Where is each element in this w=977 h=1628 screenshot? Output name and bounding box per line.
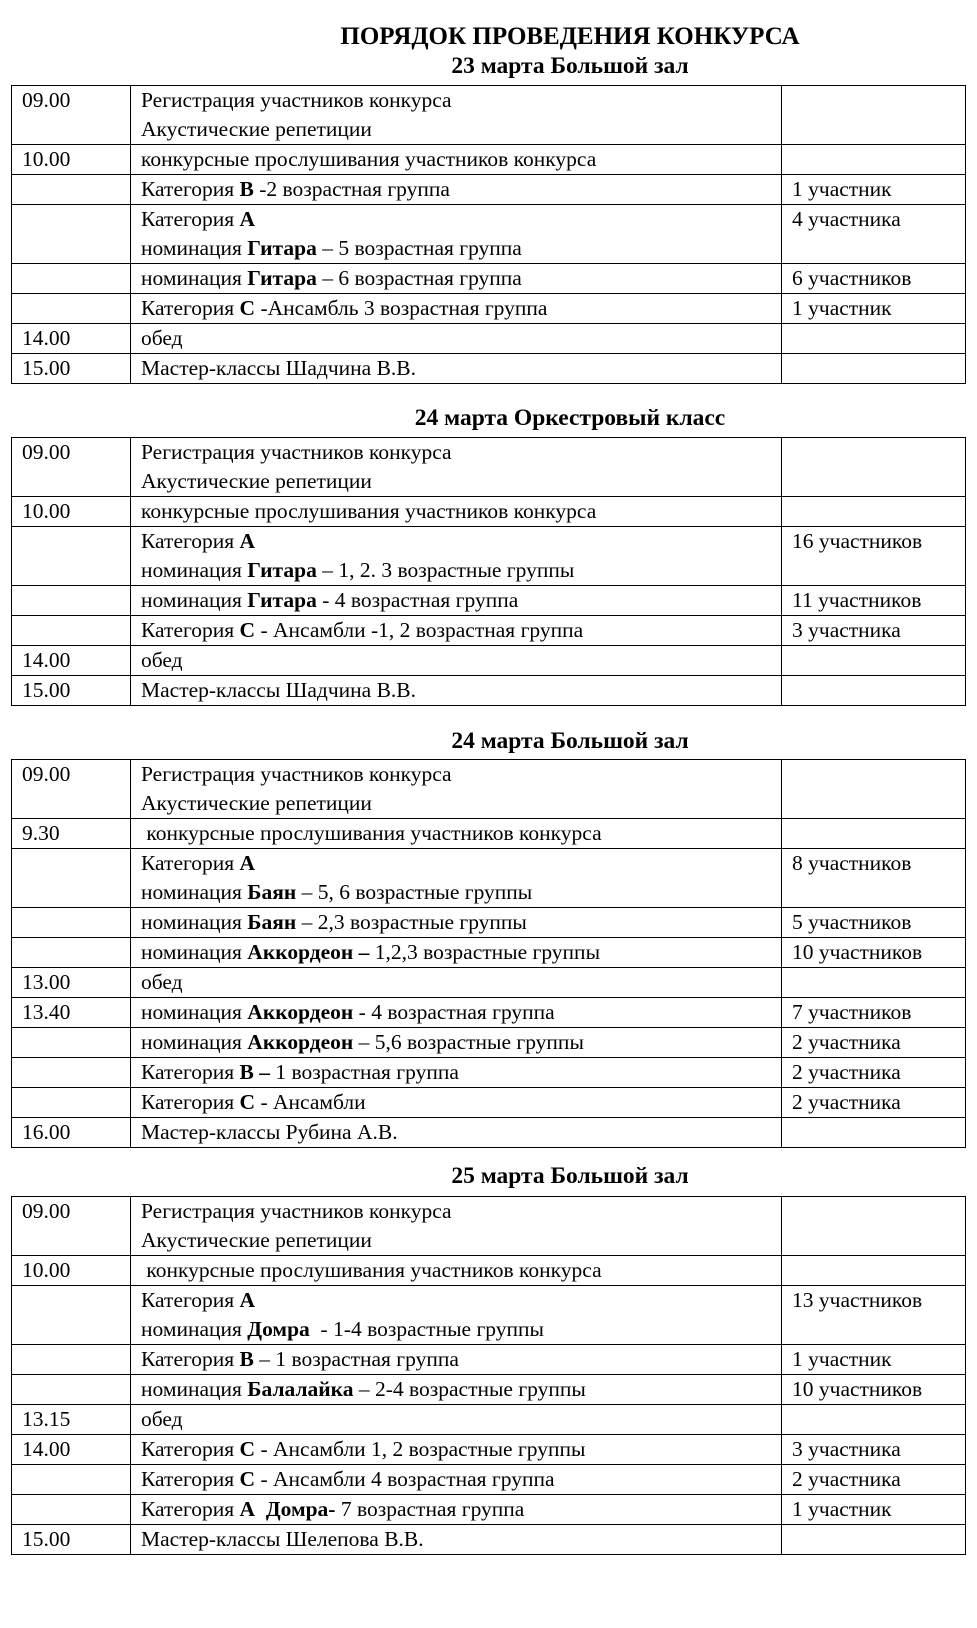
bold-text: Аккордеон	[247, 1030, 354, 1054]
text-segment: Категория	[141, 529, 240, 553]
description-line	[141, 676, 781, 705]
participants-cell	[782, 497, 966, 527]
description-cell	[131, 145, 782, 175]
participants-cell	[782, 354, 966, 384]
section-heading: 25 марта Большой зал	[451, 1163, 689, 1189]
description-cell	[131, 1495, 782, 1525]
text-segment: Категория	[141, 618, 240, 642]
time-cell: 16.00	[12, 1118, 131, 1148]
description-cell	[131, 264, 782, 294]
text-segment: - Ансамбли 4 возрастная группа	[255, 1467, 555, 1491]
text-segment: номинация	[141, 266, 248, 290]
text-segment: Акустические репетиции	[141, 117, 372, 141]
description-line	[141, 1286, 781, 1315]
time-cell: 15.00	[12, 1525, 131, 1555]
time-cell	[12, 1465, 131, 1495]
table-row	[12, 908, 966, 938]
description-line	[141, 264, 781, 293]
text-segment: – 5 возрастная группа	[316, 236, 522, 260]
description-cell	[131, 1465, 782, 1495]
description-cell	[131, 760, 782, 819]
text-segment: -2 возрастная группа	[253, 177, 450, 201]
description-line	[141, 175, 781, 204]
page-title: ПОРЯДОК ПРОВЕДЕНИЯ КОНКУРСА	[340, 23, 800, 50]
table-row	[12, 586, 966, 616]
text-segment: номинация	[141, 558, 248, 582]
text-segment: - Ансамбли 1, 2 возрастные группы	[255, 1437, 586, 1461]
bold-text: А	[239, 207, 256, 231]
time-cell: 13.15	[12, 1405, 131, 1435]
description-line	[141, 586, 781, 615]
participants-cell: 8 участников	[782, 849, 966, 908]
time-cell	[12, 294, 131, 324]
participants-cell: 2 участника	[782, 1088, 966, 1118]
bold-text: Баян	[247, 880, 297, 904]
description-line	[141, 497, 781, 526]
table-row	[12, 1028, 966, 1058]
text-segment: Категория	[141, 296, 240, 320]
participants-cell: 1 участник	[782, 175, 966, 205]
text-segment: Регистрация участников конкурса	[141, 1199, 452, 1223]
text-segment: номинация	[141, 1000, 248, 1024]
text-segment: конкурсные прослушивания участников конкурса	[141, 821, 602, 845]
text-segment: обед	[141, 648, 183, 672]
description-line	[141, 968, 781, 997]
description-cell	[131, 1525, 782, 1555]
text-segment: – 6 возрастная группа	[316, 266, 522, 290]
time-cell	[12, 1088, 131, 1118]
table-row	[12, 968, 966, 998]
description-cell	[131, 1088, 782, 1118]
time-cell: 09.00	[12, 760, 131, 819]
participants-cell: 16 участников	[782, 527, 966, 586]
participants-cell: 1 участник	[782, 1345, 966, 1375]
description-line	[141, 878, 781, 907]
table-row	[12, 1197, 966, 1256]
table-row	[12, 1375, 966, 1405]
bold-text: В –	[239, 1060, 271, 1084]
participants-cell: 7 участников	[782, 998, 966, 1028]
description-line	[141, 354, 781, 383]
bold-text: Домра	[247, 1317, 310, 1341]
bold-text: А	[239, 529, 256, 553]
time-cell: 13.40	[12, 998, 131, 1028]
description-cell	[131, 586, 782, 616]
text-segment: обед	[141, 970, 183, 994]
time-cell	[12, 1345, 131, 1375]
description-cell	[131, 1375, 782, 1405]
table-row	[12, 145, 966, 175]
table-row	[12, 1286, 966, 1345]
bold-text: Гитара	[247, 266, 317, 290]
text-segment: – 2,3 возрастные группы	[296, 910, 527, 934]
participants-cell: 4 участника	[782, 205, 966, 264]
time-cell: 14.00	[12, 1435, 131, 1465]
time-cell	[12, 1495, 131, 1525]
participants-cell	[782, 1525, 966, 1555]
time-cell: 09.00	[12, 438, 131, 497]
description-line	[141, 849, 781, 878]
table-row	[12, 819, 966, 849]
bold-text: С	[239, 1090, 256, 1114]
participants-cell: 10 участников	[782, 1375, 966, 1405]
description-cell	[131, 205, 782, 264]
time-cell	[12, 908, 131, 938]
bold-text: С	[239, 1437, 256, 1461]
text-segment: – 1, 2. 3 возрастные группы	[316, 558, 575, 582]
description-line	[141, 1525, 781, 1554]
description-line	[141, 1345, 781, 1374]
description-line	[141, 1118, 781, 1147]
table-row	[12, 175, 966, 205]
table-row	[12, 938, 966, 968]
description-line	[141, 1226, 781, 1255]
time-cell: 10.00	[12, 497, 131, 527]
participants-cell	[782, 145, 966, 175]
table-row	[12, 1435, 966, 1465]
description-line	[141, 467, 781, 496]
text-segment: Мастер-классы Рубина А.В.	[141, 1120, 398, 1144]
bold-text: Аккордеон –	[247, 940, 370, 964]
participants-cell: 11 участников	[782, 586, 966, 616]
text-segment: Акустические репетиции	[141, 469, 372, 493]
description-line	[141, 1375, 781, 1404]
text-segment: Категория	[141, 1467, 240, 1491]
text-segment: Акустические репетиции	[141, 791, 372, 815]
description-cell	[131, 1118, 782, 1148]
time-cell: 09.00	[12, 1197, 131, 1256]
table-row	[12, 849, 966, 908]
description-line	[141, 1058, 781, 1087]
text-segment: Категория	[141, 851, 240, 875]
description-line	[141, 1495, 781, 1524]
description-line	[141, 234, 781, 263]
text-segment: – 1 возрастная группа	[253, 1347, 459, 1371]
time-cell	[12, 1375, 131, 1405]
text-segment: Категория	[141, 177, 240, 201]
description-line	[141, 760, 781, 789]
description-cell	[131, 1197, 782, 1256]
time-cell: 13.00	[12, 968, 131, 998]
bold-text: Гитара	[247, 558, 317, 582]
table-row	[12, 1345, 966, 1375]
bold-text: А	[239, 851, 256, 875]
participants-cell: 3 участника	[782, 616, 966, 646]
text-segment: – 2-4 возрастные группы	[353, 1377, 586, 1401]
description-cell	[131, 998, 782, 1028]
description-line	[141, 438, 781, 467]
participants-cell	[782, 1197, 966, 1256]
participants-cell	[782, 819, 966, 849]
description-line	[141, 115, 781, 144]
participants-cell: 2 участника	[782, 1465, 966, 1495]
bold-text: Гитара	[247, 236, 317, 260]
text-segment: -Ансамбль 3 возрастная группа	[255, 296, 548, 320]
text-segment: - Ансамбли	[255, 1090, 366, 1114]
table-row	[12, 1088, 966, 1118]
schedule-table	[11, 437, 966, 706]
participants-cell: 13 участников	[782, 1286, 966, 1345]
participants-cell	[782, 1405, 966, 1435]
time-cell	[12, 1286, 131, 1345]
text-segment: номинация	[141, 588, 248, 612]
text-segment: 1 возрастная группа	[270, 1060, 459, 1084]
time-cell: 9.30	[12, 819, 131, 849]
table-row	[12, 1465, 966, 1495]
text-segment: – 5,6 возрастные группы	[353, 1030, 584, 1054]
bold-text: Аккордеон	[247, 1000, 354, 1024]
bold-text: Гитара	[247, 588, 317, 612]
text-segment: конкурсные прослушивания участников конкурса	[141, 1258, 602, 1282]
description-cell	[131, 497, 782, 527]
text-segment: Категория	[141, 207, 240, 231]
participants-cell	[782, 1118, 966, 1148]
text-segment: Регистрация участников конкурса	[141, 88, 452, 112]
bold-text: С	[239, 1467, 256, 1491]
description-line	[141, 646, 781, 675]
description-cell	[131, 938, 782, 968]
description-cell	[131, 1405, 782, 1435]
participants-cell: 3 участника	[782, 1435, 966, 1465]
participants-cell	[782, 438, 966, 497]
schedule-table	[11, 759, 966, 1148]
participants-cell	[782, 86, 966, 145]
text-segment: - 4 возрастная группа	[353, 1000, 555, 1024]
time-cell	[12, 586, 131, 616]
text-segment: - 1-4 возрастные группы	[309, 1317, 544, 1341]
description-line	[141, 294, 781, 323]
participants-cell	[782, 760, 966, 819]
text-segment: конкурсные прослушивания участников конкурса	[141, 499, 597, 523]
participants-cell	[782, 676, 966, 706]
description-cell	[131, 527, 782, 586]
text-segment: Категория	[141, 1437, 240, 1461]
schedule-table	[11, 1196, 966, 1555]
table-row	[12, 354, 966, 384]
description-cell	[131, 1256, 782, 1286]
table-row	[12, 294, 966, 324]
table-row	[12, 998, 966, 1028]
table-row	[12, 1118, 966, 1148]
participants-cell: 5 участников	[782, 908, 966, 938]
schedule-table	[11, 85, 966, 384]
time-cell	[12, 527, 131, 586]
table-row	[12, 1256, 966, 1286]
table-row	[12, 676, 966, 706]
time-cell	[12, 1058, 131, 1088]
participants-cell: 1 участник	[782, 294, 966, 324]
participants-cell	[782, 646, 966, 676]
table-row	[12, 1405, 966, 1435]
text-segment: - 4 возрастная группа	[316, 588, 519, 612]
description-cell	[131, 86, 782, 145]
text-segment: 1,2,3 возрастные группы	[369, 940, 601, 964]
time-cell: 14.00	[12, 324, 131, 354]
bold-text: С	[239, 618, 256, 642]
table-row	[12, 324, 966, 354]
text-segment: Категория	[141, 1347, 240, 1371]
description-cell	[131, 908, 782, 938]
text-segment: Мастер-классы Шелепова В.В.	[141, 1527, 424, 1551]
bold-text: Балалайка	[247, 1377, 354, 1401]
description-cell	[131, 646, 782, 676]
table-row	[12, 86, 966, 145]
description-cell	[131, 1028, 782, 1058]
description-line	[141, 819, 781, 848]
table-row	[12, 1058, 966, 1088]
participants-cell	[782, 324, 966, 354]
participants-cell: 2 участника	[782, 1058, 966, 1088]
description-cell	[131, 1058, 782, 1088]
text-segment: номинация	[141, 910, 248, 934]
text-segment: 7 возрастная группа	[335, 1497, 525, 1521]
description-cell	[131, 354, 782, 384]
description-line	[141, 616, 781, 645]
time-cell	[12, 616, 131, 646]
description-line	[141, 205, 781, 234]
participants-cell	[782, 1256, 966, 1286]
table-row	[12, 616, 966, 646]
description-line	[141, 1088, 781, 1117]
time-cell	[12, 175, 131, 205]
table-row	[12, 205, 966, 264]
time-cell: 09.00	[12, 86, 131, 145]
time-cell: 10.00	[12, 145, 131, 175]
description-cell	[131, 1435, 782, 1465]
text-segment: Мастер-классы Шадчина В.В.	[141, 356, 417, 380]
text-segment: номинация	[141, 940, 248, 964]
text-segment: Категория	[141, 1090, 240, 1114]
time-cell: 14.00	[12, 646, 131, 676]
description-cell	[131, 175, 782, 205]
text-segment: номинация	[141, 236, 248, 260]
table-row	[12, 527, 966, 586]
description-cell	[131, 438, 782, 497]
time-cell	[12, 938, 131, 968]
description-line	[141, 86, 781, 115]
description-cell	[131, 819, 782, 849]
description-cell	[131, 324, 782, 354]
table-row	[12, 438, 966, 497]
description-cell	[131, 294, 782, 324]
description-cell	[131, 968, 782, 998]
description-line	[141, 1256, 781, 1285]
description-line	[141, 1028, 781, 1057]
table-row	[12, 264, 966, 294]
text-segment: номинация	[141, 1030, 248, 1054]
participants-cell	[782, 968, 966, 998]
participants-cell: 2 участника	[782, 1028, 966, 1058]
text-segment: обед	[141, 1407, 183, 1431]
description-line	[141, 938, 781, 967]
description-line	[141, 789, 781, 818]
description-line	[141, 908, 781, 937]
bold-text: Баян	[247, 910, 297, 934]
text-segment: Категория	[141, 1060, 240, 1084]
text-segment: обед	[141, 326, 183, 350]
description-line	[141, 1465, 781, 1494]
description-cell	[131, 849, 782, 908]
section-heading: 24 марта Большой зал	[451, 728, 689, 754]
description-line	[141, 556, 781, 585]
description-line	[141, 998, 781, 1027]
text-segment: - Ансамбли -1, 2 возрастная группа	[255, 618, 584, 642]
text-segment: номинация	[141, 1317, 248, 1341]
participants-cell: 1 участник	[782, 1495, 966, 1525]
time-cell	[12, 1028, 131, 1058]
text-segment: Категория	[141, 1497, 240, 1521]
section-heading: 24 марта Оркестровый класс	[414, 405, 726, 431]
bold-text: В	[239, 177, 254, 201]
description-line	[141, 527, 781, 556]
participants-cell: 10 участников	[782, 938, 966, 968]
text-segment: Категория	[141, 1288, 240, 1312]
table-row	[12, 1525, 966, 1555]
text-segment: номинация	[141, 1377, 248, 1401]
text-segment: Регистрация участников конкурса	[141, 440, 452, 464]
description-line	[141, 1405, 781, 1434]
table-row	[12, 760, 966, 819]
time-cell	[12, 849, 131, 908]
description-line	[141, 324, 781, 353]
description-line	[141, 1197, 781, 1226]
description-line	[141, 145, 781, 174]
text-segment: – 5, 6 возрастные группы	[296, 880, 533, 904]
section-heading: 23 марта Большой зал	[451, 53, 689, 79]
text-segment: номинация	[141, 880, 248, 904]
description-cell	[131, 1286, 782, 1345]
text-segment: конкурсные прослушивания участников конкурса	[141, 147, 597, 171]
description-cell	[131, 1345, 782, 1375]
description-line	[141, 1315, 781, 1344]
table-row	[12, 646, 966, 676]
table-row	[12, 497, 966, 527]
text-segment: Мастер-классы Шадчина В.В.	[141, 678, 417, 702]
time-cell: 10.00	[12, 1256, 131, 1286]
bold-text: С	[239, 296, 256, 320]
text-segment: Регистрация участников конкурса	[141, 762, 452, 786]
bold-text: В	[239, 1347, 254, 1371]
time-cell: 15.00	[12, 354, 131, 384]
time-cell	[12, 264, 131, 294]
time-cell: 15.00	[12, 676, 131, 706]
table-row	[12, 1495, 966, 1525]
description-cell	[131, 616, 782, 646]
time-cell	[12, 205, 131, 264]
description-cell	[131, 676, 782, 706]
bold-text: А Домра-	[239, 1497, 336, 1521]
participants-cell: 6 участников	[782, 264, 966, 294]
text-segment: Акустические репетиции	[141, 1228, 372, 1252]
description-line	[141, 1435, 781, 1464]
bold-text: А	[239, 1288, 256, 1312]
